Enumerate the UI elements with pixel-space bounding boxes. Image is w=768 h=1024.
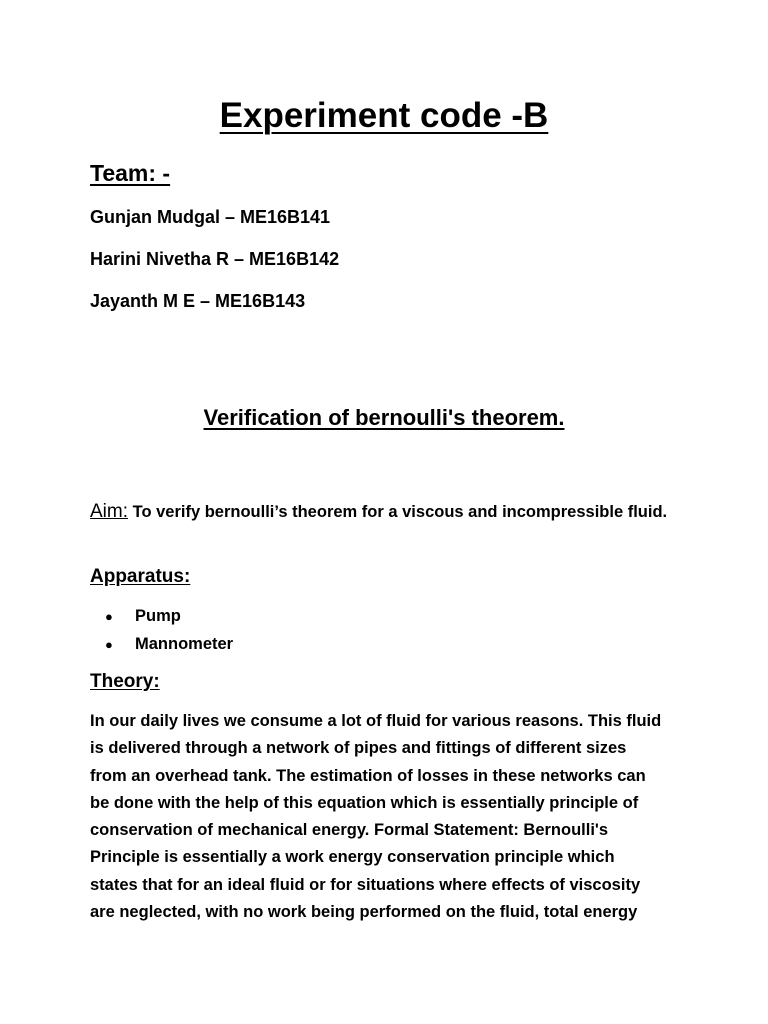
bullet-icon: ● xyxy=(105,637,113,652)
team-member-1: Gunjan Mudgal – ME16B141 xyxy=(90,207,331,227)
list-item xyxy=(105,630,233,658)
aim-text: To verify bernoulli’s theorem for a viscous and incompressible fluid. xyxy=(128,503,668,521)
apparatus-item-label: Pump xyxy=(135,607,181,625)
experiment-subtitle: Verification of bernoulli's theorem. xyxy=(203,405,565,430)
team-member-2: Harini Nivetha R – ME16B142 xyxy=(90,249,340,269)
apparatus-heading: Apparatus: xyxy=(90,566,191,587)
list-item xyxy=(105,602,233,630)
apparatus-item-label: Mannometer xyxy=(135,635,234,653)
aim-label: Aim: xyxy=(90,501,128,522)
document-title: Experiment code -B xyxy=(219,96,549,135)
bullet-icon: ● xyxy=(105,609,113,624)
team-heading: Team: - xyxy=(90,160,171,186)
theory-paragraph: In our daily lives we consume a lot of fluid for various reasons. This fluid is delivered through a network of pipes and fittings of different sizes from an overhead tank. The estimation of losses in these networks can be done with the help of this equation which is essentially principle of conservation of mechanical energy. Formal Statement: Bernoulli's Principle is essentially a work energy conservation principle which states that for an ideal fluid or for situations where effects of viscosity are neglected, with no work being performed on the fluid, total energy xyxy=(90,712,662,922)
aim-paragraph xyxy=(90,498,690,526)
team-member-3: Jayanth M E – ME16B143 xyxy=(90,291,306,311)
apparatus-list xyxy=(105,602,233,658)
theory-heading: Theory: xyxy=(90,671,160,692)
